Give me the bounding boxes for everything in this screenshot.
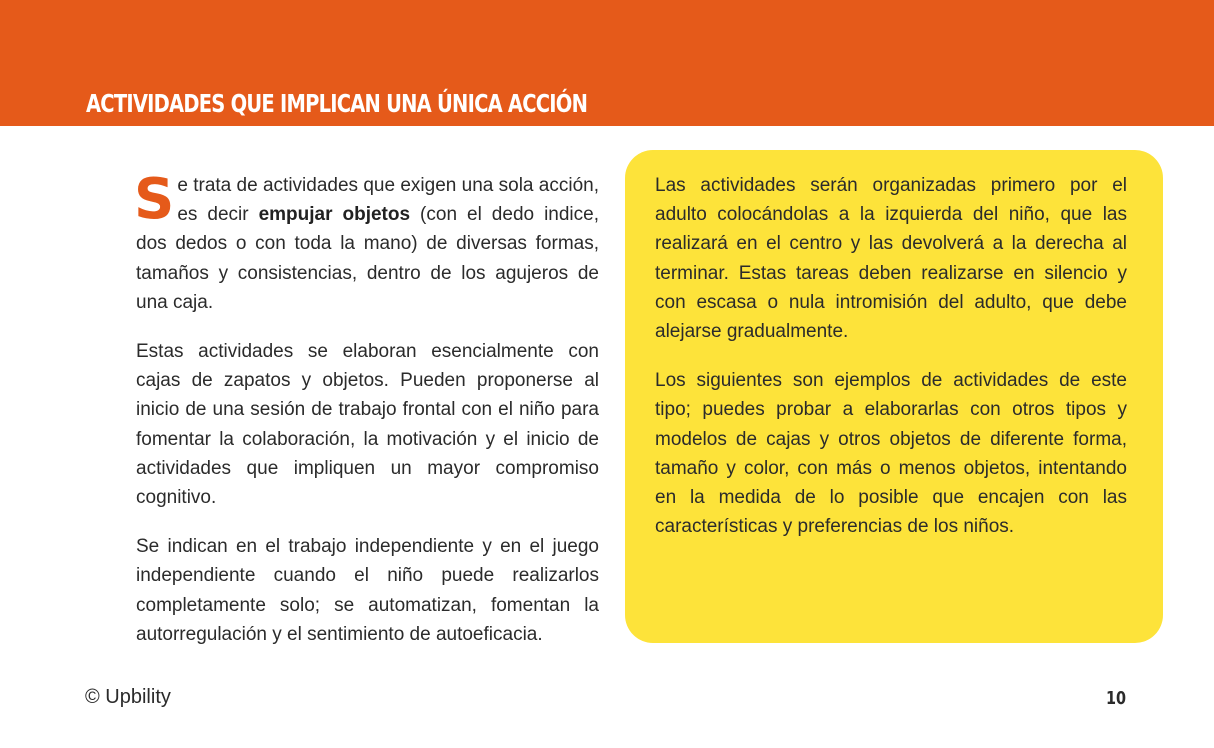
paragraph-materials: Estas actividades se elaboran esencialmente con cajas de zapatos y objetos. Pueden proponerse al inicio de una sesión de trabajo frontal con el niño para fomentar la colaboración, la motivación y el inicio de actividades que impliquen un mayor compromiso cognitivo. — [136, 341, 599, 509]
intro-paragraph — [134, 167, 599, 317]
box-paragraph-organization: Las actividades serán organizadas primero por el adulto colocándolas a la izquierda del niño, que las realizará en el centro y las devolverá a la derecha al terminar. Estas tareas deben realizarse en silencio y con escasa o nula intromisión del adulto, que debe alejarse gradualmente. — [655, 175, 1127, 343]
header-band — [0, 0, 1214, 126]
drop-cap: S — [134, 167, 175, 232]
intro-text-end: (con el dedo indice, dos dedos o con toda la mano) de diversas formas, tamaños y consistencias, dentro de los agujeros de una caja. — [136, 204, 599, 313]
left-column — [134, 167, 599, 669]
box-paragraph-examples: Los siguientes son ejemplos de actividades de este tipo; puedes probar a elaborarlas con otros tipos y modelos de cajas y otros objetos de diferente forma, tamaño y color, con más o menos objetos, intentando en la medida de lo posible que encajen con las características y preferencias de los niños. — [655, 370, 1127, 538]
footer-copyright: © Upbility — [85, 686, 171, 708]
intro-text-start: e trata de actividades que exigen una sola acción, es decir — [177, 175, 599, 226]
highlight-box — [625, 150, 1163, 643]
page-title: ACTIVIDADES QUE IMPLICAN UNA ÚNICA ACCIÓN — [86, 89, 588, 118]
paragraph-independent-work: Se indican en el trabajo independiente y en el juego independiente cuando el niño puede realizarlos completamente solo; se automatizan, fomentan la autorregulación y el sentimiento de autoeficacia. — [136, 536, 599, 645]
page-number: 10 — [1105, 688, 1126, 709]
intro-emphasis: empujar objetos — [258, 204, 411, 226]
